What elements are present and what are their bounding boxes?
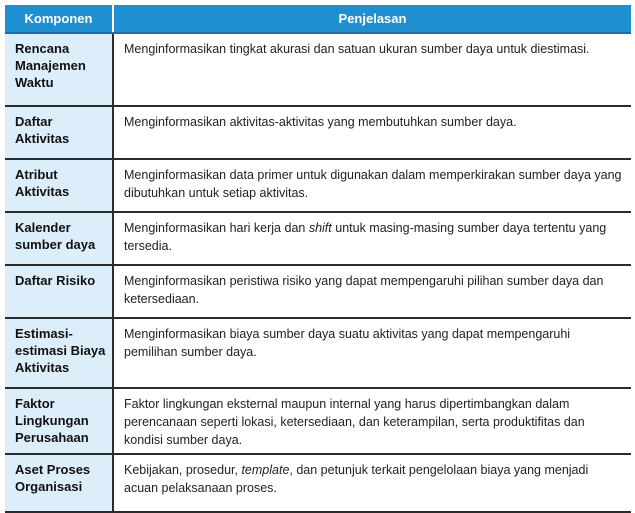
table-row — [5, 159, 631, 212]
component-name: Aset Proses Organisasi — [5, 454, 113, 512]
component-description — [113, 454, 631, 512]
table-row — [5, 33, 631, 106]
components-table-container — [5, 5, 631, 513]
component-description: Faktor lingkungan eksternal maupun internal yang harus dipertimbangkan dalam perencanaan seperti lokasi, ketersediaan, dan keterampilan, serta produktifitas dan kondisi sumber daya. — [113, 388, 631, 454]
header-penjelasan: Penjelasan — [113, 5, 631, 33]
component-name: Rencana Manajemen Waktu — [5, 33, 113, 106]
table-header — [5, 5, 631, 33]
description-italic-term: template — [241, 463, 290, 477]
component-name: Faktor Lingkungan Perusahaan — [5, 388, 113, 454]
table-row — [5, 106, 631, 159]
description-text: Menginformasikan hari kerja dan — [124, 221, 309, 235]
table-row — [5, 388, 631, 454]
component-description: Menginformasikan tingkat akurasi dan satuan ukuran sumber daya untuk diestimasi. — [113, 33, 631, 106]
component-name: Kalender sumber daya — [5, 212, 113, 265]
component-description: Menginformasikan data primer untuk digunakan dalam memperkirakan sumber daya yang dibutuhkan untuk setiap aktivitas. — [113, 159, 631, 212]
component-name: Atribut Aktivitas — [5, 159, 113, 212]
description-text: Kebijakan, prosedur, — [124, 463, 242, 477]
table-row — [5, 265, 631, 318]
header-row — [5, 5, 631, 33]
header-komponen: Komponen — [5, 5, 113, 33]
component-description: Menginformasikan aktivitas-aktivitas yang membutuhkan sumber daya. — [113, 106, 631, 159]
components-table — [5, 5, 631, 513]
component-description — [113, 212, 631, 265]
description-text: untuk masing-masing sumber daya tertentu yang tersedia. — [124, 221, 607, 253]
table-body — [5, 33, 631, 512]
table-row — [5, 454, 631, 512]
table-row — [5, 212, 631, 265]
component-name: Daftar Aktivitas — [5, 106, 113, 159]
table-row — [5, 318, 631, 388]
component-name: Estimasi-estimasi Biaya Aktivitas — [5, 318, 113, 388]
component-name: Daftar Risiko — [5, 265, 113, 318]
component-description: Menginformasikan peristiwa risiko yang dapat mempengaruhi pilihan sumber daya dan ketersediaan. — [113, 265, 631, 318]
description-text: , dan petunjuk terkait pengelolaan biaya yang menjadi acuan pelaksanaan proses. — [124, 463, 589, 495]
description-italic-term: shift — [308, 221, 332, 235]
component-description: Menginformasikan biaya sumber daya suatu aktivitas yang dapat mempengaruhi pemilihan sumber daya. — [113, 318, 631, 388]
